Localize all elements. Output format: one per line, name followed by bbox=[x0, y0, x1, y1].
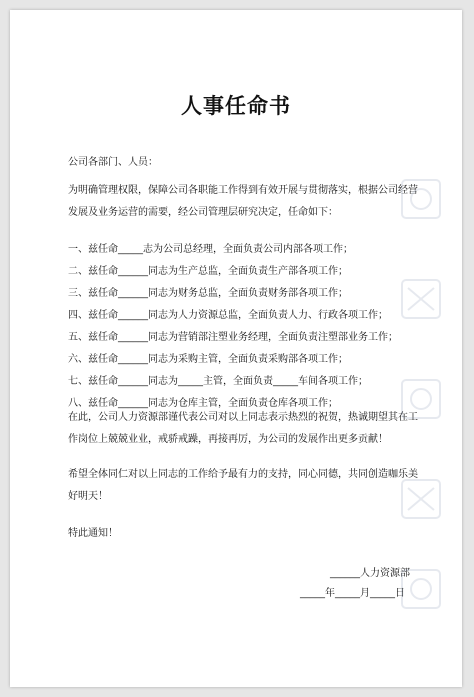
signature-department: ______人力资源部 bbox=[330, 568, 410, 579]
salutation: 公司各部门、人员： bbox=[68, 157, 158, 168]
congrats-paragraph bbox=[68, 407, 420, 451]
intro-line: 为明确管理权限，保障公司各职能工作得到有效开展与贯彻落实，根据公司经营 bbox=[68, 185, 418, 196]
appointment-item: 四、兹任命______同志为人力资源总监，全面负责人力、行政各项工作； bbox=[68, 310, 388, 321]
congrats-line: 作岗位上兢兢业业，戒骄戒躁，再接再厉，为公司的发展作出更多贡献！ bbox=[68, 434, 388, 445]
watermark-graphic bbox=[382, 160, 462, 620]
appointment-item: 八、兹任命______同志为仓库主管，全面负责仓库各项工作； bbox=[68, 398, 338, 409]
appointment-item: 五、兹任命______同志为营销部注塑业务经理，全面负责注塑部业务工作； bbox=[68, 332, 398, 343]
intro-line: 发展及业务运营的需要，经公司管理层研究决定，任命如下： bbox=[68, 207, 338, 218]
document-title: 人事任命书 bbox=[181, 94, 291, 118]
appointment-item: 六、兹任命______同志为采购主管，全面负责采购部各项工作； bbox=[68, 354, 348, 365]
appointment-item: 七、兹任命______同志为_____主管，全面负责_____车间各项工作； bbox=[68, 376, 368, 387]
document-page bbox=[10, 10, 462, 687]
appointment-item: 二、兹任命______同志为生产总监，全面负责生产部各项工作； bbox=[68, 266, 348, 277]
appointment-item: 三、兹任命______同志为财务总监，全面负责财务部各项工作； bbox=[68, 288, 348, 299]
congrats-line: 在此，公司人力资源部谨代表公司对以上同志表示热烈的祝贺，热诚期望其在工 bbox=[68, 412, 418, 423]
appointment-item: 一、兹任命_____志为公司总经理，全面负责公司内部各项工作； bbox=[68, 244, 353, 255]
closing-text: 特此通知！ bbox=[68, 528, 118, 539]
intro-paragraph bbox=[68, 180, 420, 224]
hope-line: 好明天！ bbox=[68, 491, 108, 502]
signature-date: _____年_____月_____日 bbox=[300, 588, 405, 599]
hope-line: 希望全体同仁对以上同志的工作给予最有力的支持，同心同德，共同创造咖乐美 bbox=[68, 469, 418, 480]
hope-paragraph bbox=[68, 464, 420, 508]
